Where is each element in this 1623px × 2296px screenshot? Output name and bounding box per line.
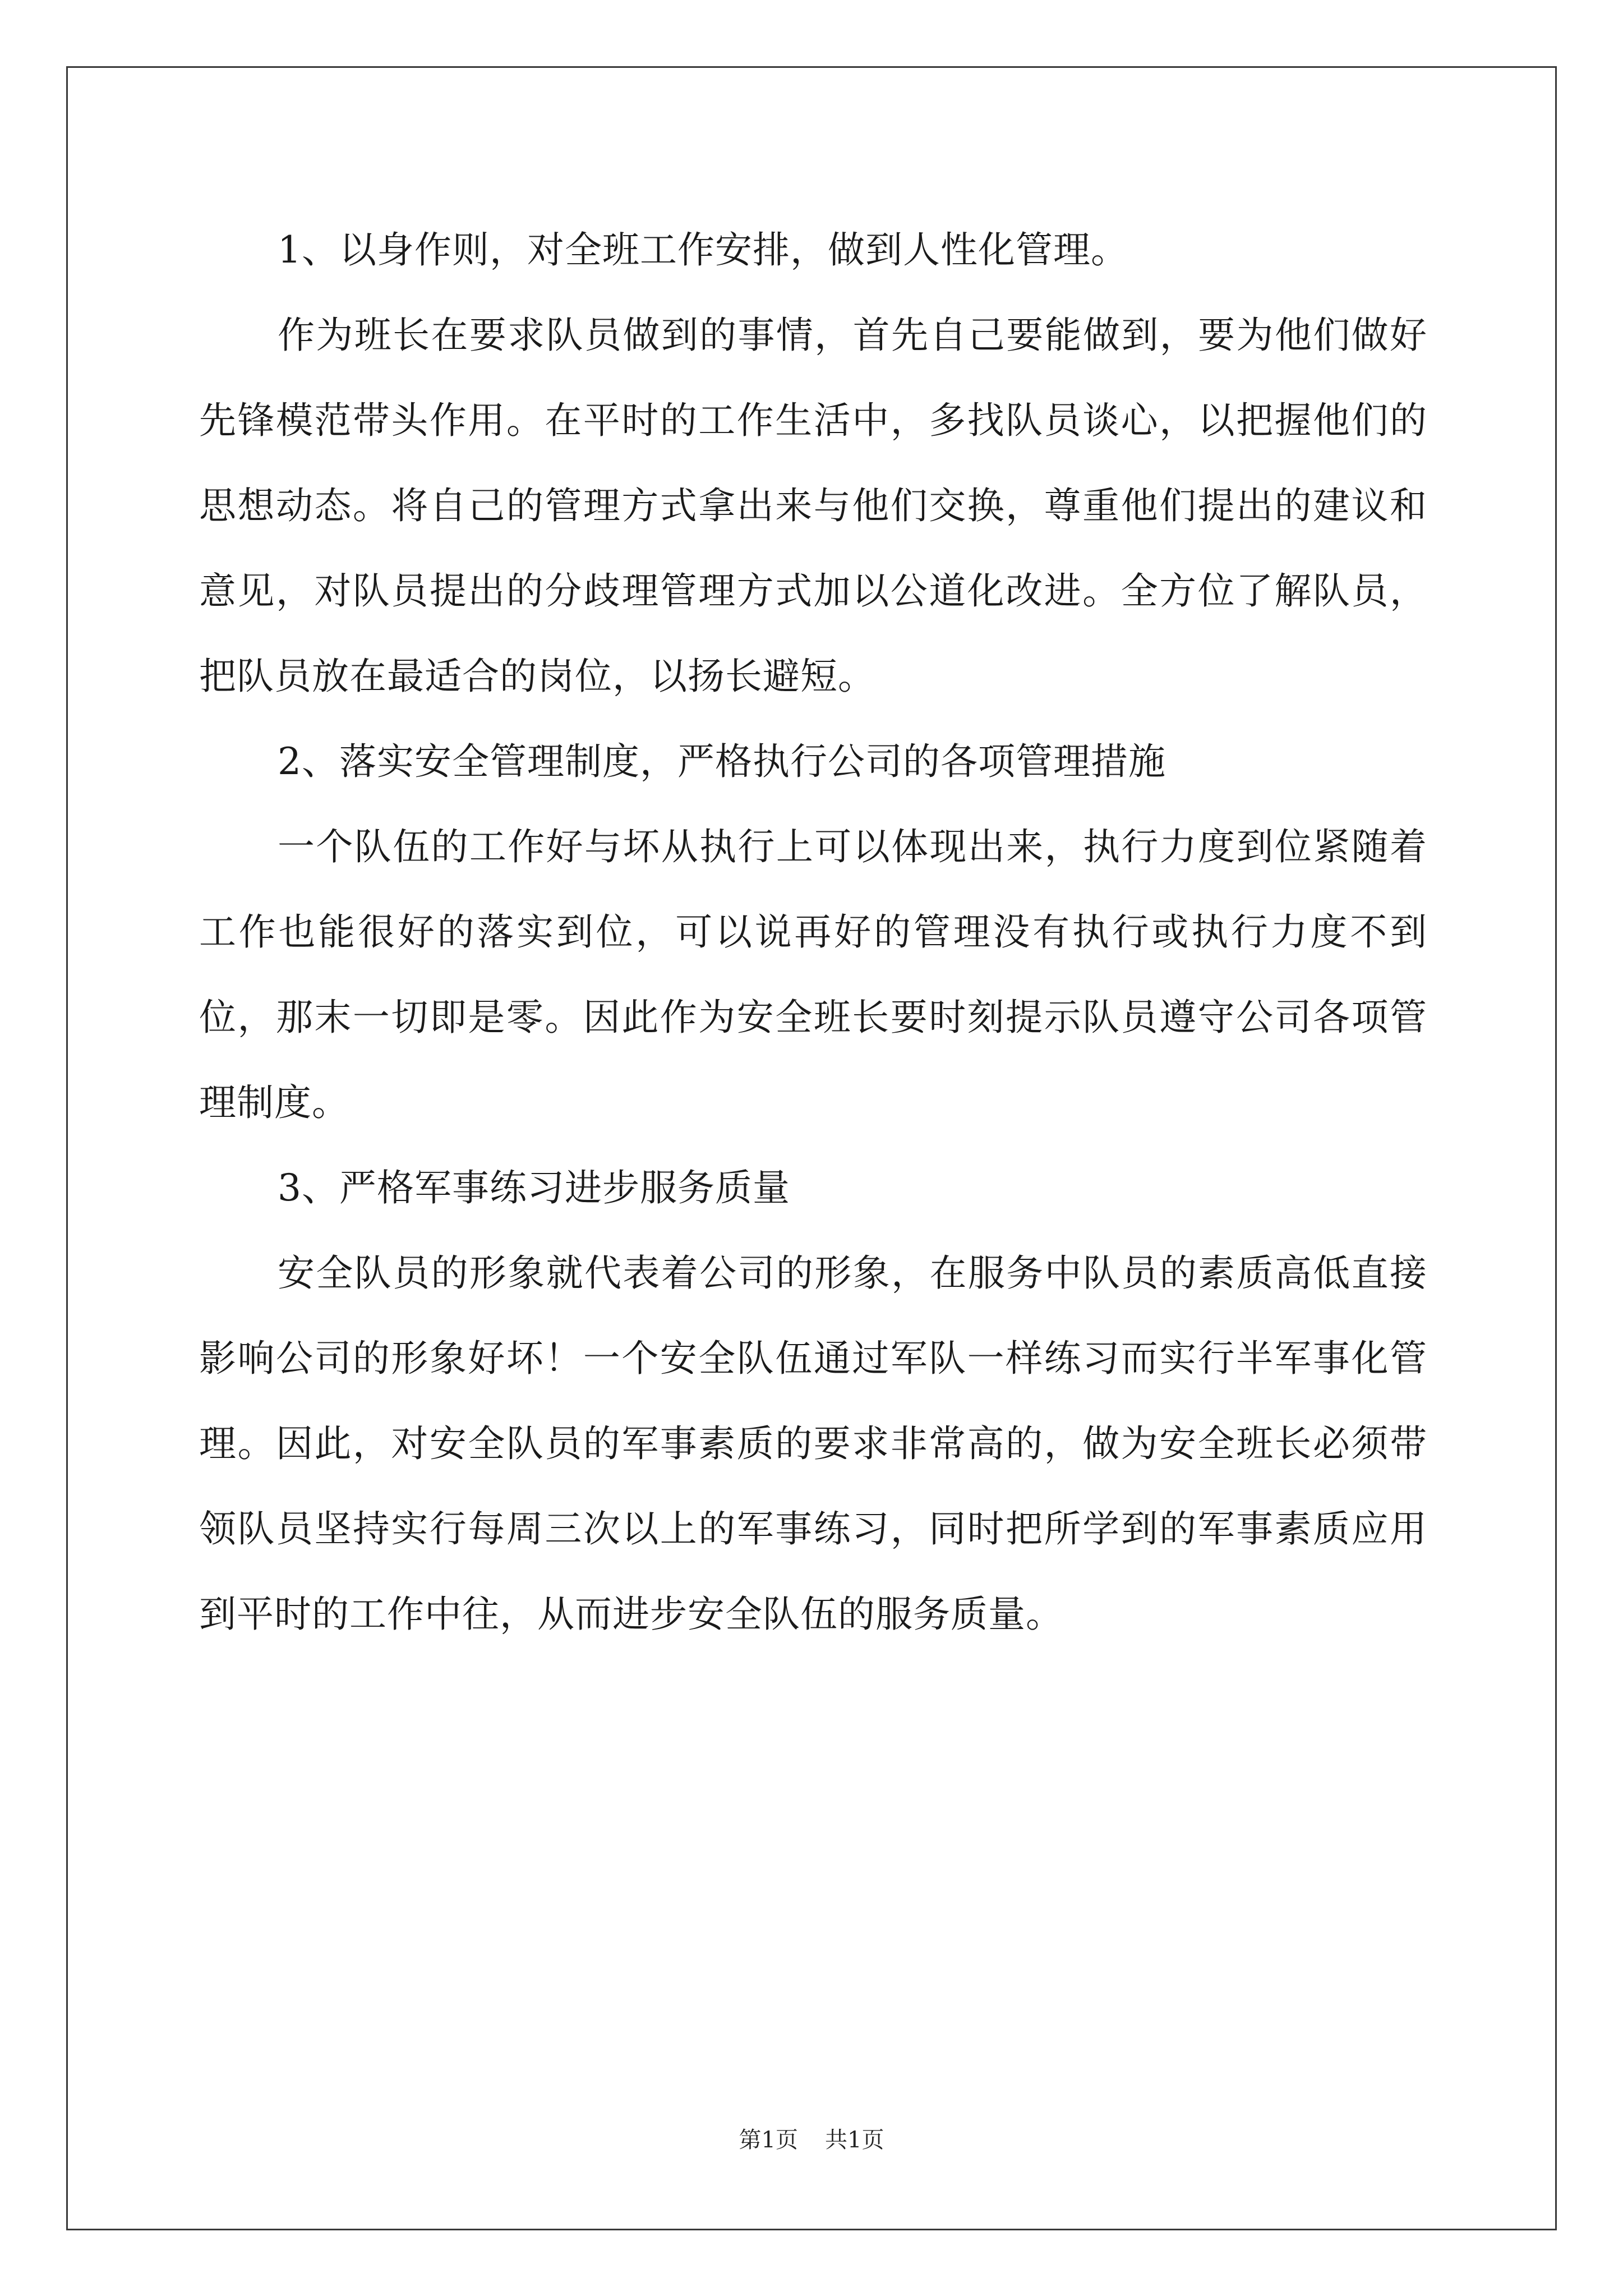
section-heading-2: 2、落实安全管理制度，严格执行公司的各项管理措施 [278,740,1166,783]
section-paragraph-1: 作为班长在要求队员做到的事情，首先自己要能做到，要为他们做好先锋模范带头作用。在平时的工作生活中，多找队员谈心，以把握他们的思想动态。将自己的管理方式拿出来与他们交换，尊重他们提出的建议和意见，对队员提出的分歧理管理方式加以公道化改进。全方位了解队员，把队员放在最适合的岗位，以扬长避短。 [199,314,1427,698]
section-heading-1: 1、以身作则，对全班工作安排，做到人性化管理。 [278,228,1128,272]
page-number: 第1页 [739,2127,798,2153]
document-body [199,208,1427,1657]
section-paragraph-3: 安全队员的形象就代表着公司的形象，在服务中队员的素质高低直接影响公司的形象好坏！一个安全队伍通过军队一样练习而实行半军事化管理。因此，对安全队员的军事素质的要求非常高的，做为安全班长必须带领队员坚持实行每周三次以上的军事练习，同时把所学到的军事素质应用到平时的工作中往，从而进步安全队伍的服务质量。 [199,1251,1427,1636]
page-total: 共1页 [825,2127,884,2153]
section-paragraph-2: 一个队伍的工作好与坏从执行上可以体现出来，执行力度到位紧随着工作也能很好的落实到位，可以说再好的管理没有执行或执行力度不到位，那末一切即是零。因此作为安全班长要时刻提示队员遵守公司各项管理制度。 [199,825,1427,1124]
page-footer [0,2126,1623,2154]
section-heading-3: 3、严格军事练习进步服务质量 [278,1166,790,1209]
